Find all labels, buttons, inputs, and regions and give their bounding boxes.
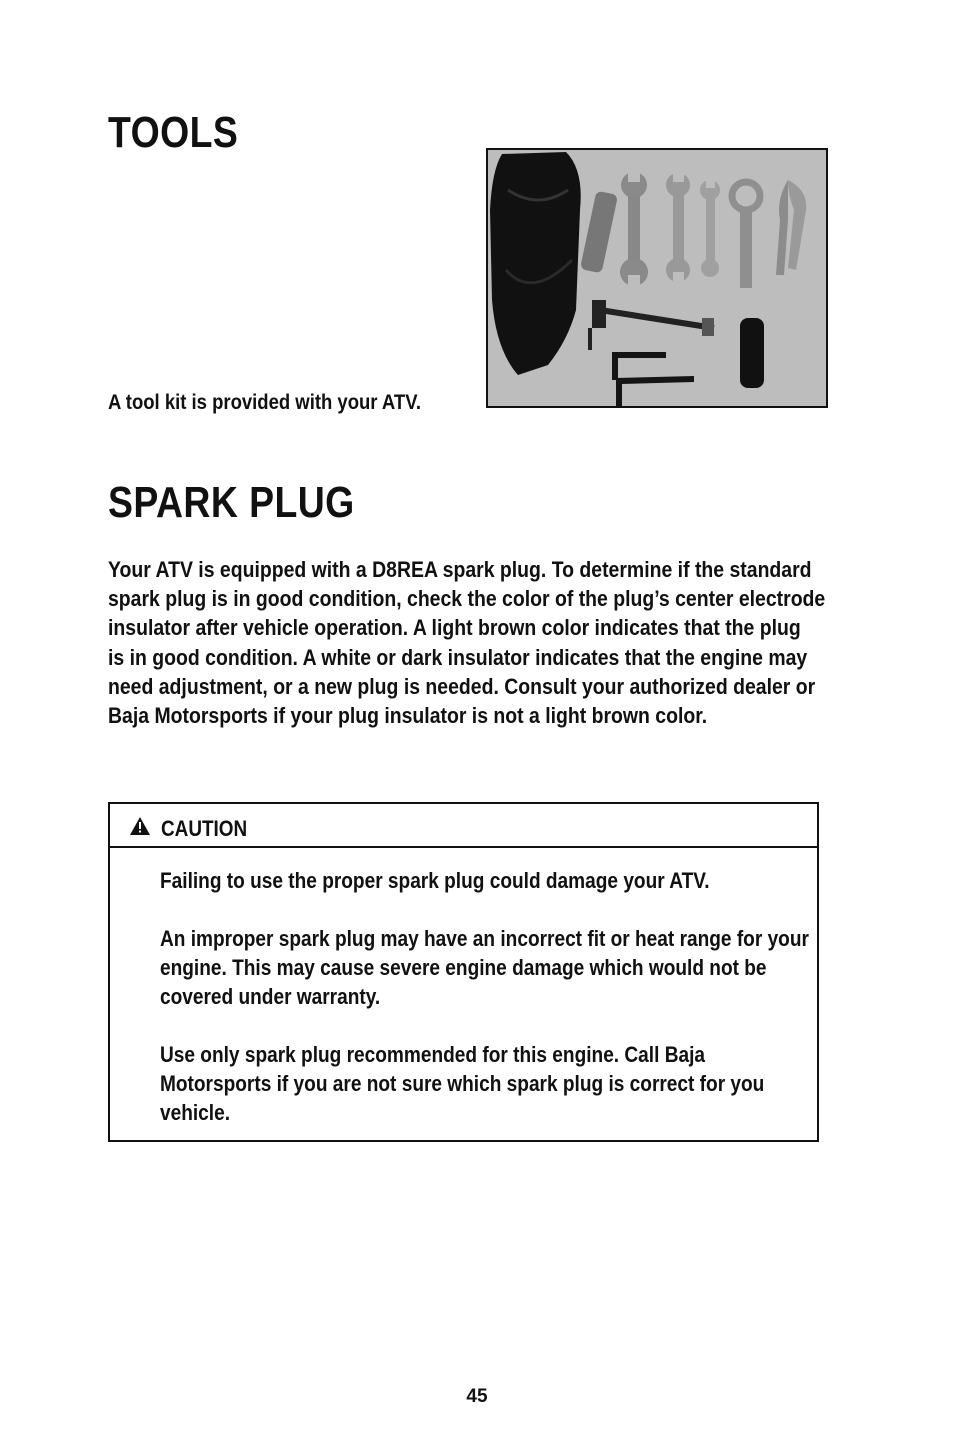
caution-label: CAUTION [161,816,248,841]
caution-body [160,866,814,1156]
caution-line: An improper spark plug may have an incorrect fit or heat range for your [160,926,809,951]
spark-plug-paragraph [108,555,839,730]
paragraph-line: Baja Motorsports if your plug insulator is not a light brown color. [108,703,708,729]
tool-kit-photo [486,148,828,408]
paragraph-line: spark plug is in good condition, check the color of the plug’s center electrode [108,586,826,612]
caution-header [110,804,817,848]
paragraph-line: is in good condition. A white or dark insulator indicates that the engine may [108,644,808,670]
paragraph-line: Your ATV is equipped with a D8REA spark plug. To determine if the standard [108,557,812,582]
paragraph-line: need adjustment, or a new plug is needed. Consult your authorized dealer or [108,673,816,699]
tool-kit-illustration [488,150,826,406]
caution-paragraph [160,1040,814,1127]
warning-triangle-icon [130,817,150,835]
caution-line: vehicle. [160,1100,231,1125]
caution-line: covered under warranty. [160,984,381,1009]
caution-paragraph [160,866,814,895]
caution-line: Use only spark plug recommended for this engine. Call Baja [160,1042,706,1067]
caution-line: engine. This may cause severe engine damage which would not be [160,955,767,980]
tools-caption: A tool kit is provided with your ATV. [108,390,421,414]
spark-plug-heading: SPARK PLUG [108,478,355,527]
page-number: 45 [466,1386,488,1407]
paragraph-line: insulator after vehicle operation. A light brown color indicates that the plug [108,615,801,641]
caution-line: Motorsports if you are not sure which spark plug is correct for you [160,1071,765,1096]
caution-box [108,802,819,1142]
tools-heading: TOOLS [108,108,239,157]
caution-line: Failing to use the proper spark plug could damage your ATV. [160,868,710,893]
caution-paragraph [160,924,814,1011]
